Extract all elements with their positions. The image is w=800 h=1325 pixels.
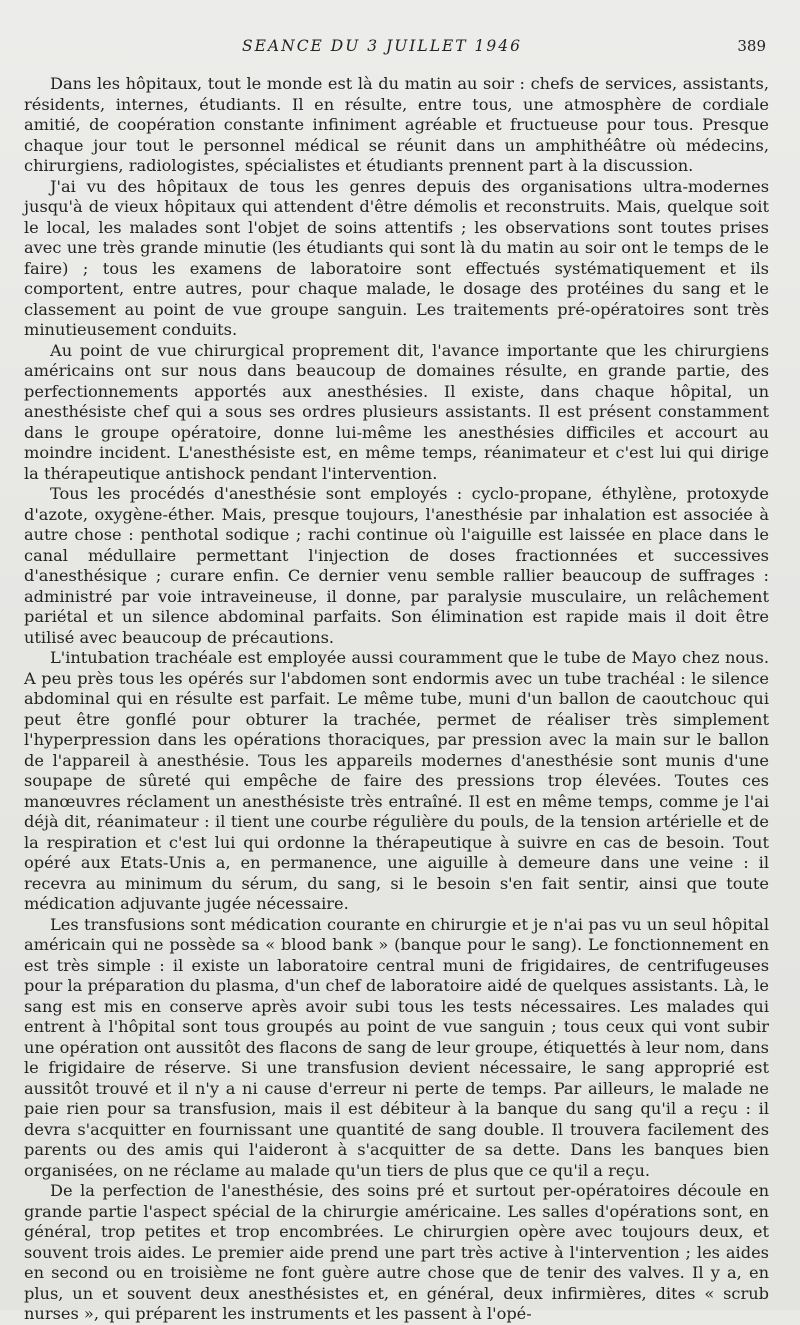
paragraph: Dans les hôpitaux, tout le monde est là du matin au soir : chefs de services, assistants, résidents, internes, étudiants. Il en résulte, entre tous, une atmosphère de cordiale amitié, de coopération constante infiniment agréable et fructueuse pour tous. Presque chaque jour tout le personnel médical se réunit dans un amphithéâtre où médecins, chirurgiens, radiologistes, spécialistes et étudiants prennent part à la discussion. [24, 74, 769, 175]
paragraph: Les transfusions sont médication courante en chirurgie et je n'ai pas vu un seul hôpital américain qui ne possède sa « blood bank » (banque pour le sang). Le fonctionnement en est très simple : il existe un laboratoire central muni de frigidaires, de centrifugeuses pour la préparation du plasma, d'un chef de laboratoire aidé de quelques assistants. Là, le sang est mis en conserve après avoir subi tous les tests nécessaires. Les malades qui entrent à l'hôpital sont tous groupés au point de vue sanguin ; tous ceux qui vont subir une opération ont aussitôt des flacons de sang de leur groupe, étiquettés à leur nom, dans le frigidaire de réserve. Si une transfusion devient nécessaire, le sang approprié est aussitôt trouvé et il n'y a ni cause d'erreur ni perte de temps. Par ailleurs, le malade ne paie rien pour sa transfusion, mais il est débiteur à la banque du sang qu'il a reçu : il devra s'acquitter en fournissant une quantité de sang double. Il trouvera facilement des parents ou des amis qui l'aideront à s'acquitter de sa dette. Dans les banques bien organisées, on ne réclame au malade qu'un tiers de plus que ce qu'il a reçu. [24, 914, 769, 1180]
paragraph: Au point de vue chirurgical proprement dit, l'avance importante que les chirurgiens américains ont sur nous dans beaucoup de domaines résulte, en grande partie, des perfectionnements apportés aux anesthésies. Il existe, dans chaque hôpital, un anesthésiste chef qui a sous ses ordres plusieurs assistants. Il est présent constamment dans le groupe opératoire, donne lui-même les anesthésies difficiles et accourt au moindre incident. L'anesthésiste est, en même temps, réanimateur et c'est lui qui dirige la thérapeutique antishock pendant l'intervention. [24, 340, 769, 483]
body-text [24, 74, 769, 1325]
page-header [52, 37, 770, 59]
paragraph: De la perfection de l'anesthésie, des soins pré et surtout per-opératoires découle en grande partie l'aspect spécial de la chirurgie américaine. Les salles d'opérations sont, en général, trop petites et trop encombrées. Le chirurgien opère avec toujours deux, et souvent trois aides. Le premier aide prend une part très active à l'intervention ; les aides en second ou en troisième ne font guère autre chose que de tenir des valves. Il y a, en plus, un et souvent deux anesthésistes et, en général, deux infirmières, dites « scrub nurses », qui préparent les instruments et les passent à l'opé- [24, 1181, 769, 1323]
paragraph: J'ai vu des hôpitaux de tous les genres depuis des organisations ultra-modernes jusqu'à de vieux hôpitaux qui attendent d'être démolis et reconstruits. Mais, quelque soit le local, les malades sont l'objet de soins attentifs ; les observations sont toutes prises avec une très grande minutie (les étudiants qui sont là du matin au soir ont le temps de le faire) ; tous les examens de laboratoire sont effectués systématiquement et ils comportent, entre autres, pour chaque malade, le dosage des protéines du sang et le classement au point de vue groupe sanguin. Les traitements pré-opératoires sont très minutieusement conduits. [24, 176, 769, 339]
paragraph: L'intubation trachéale est employée aussi couramment que le tube de Mayo chez nous. A peu près tous les opérés sur l'abdomen sont endormis avec un tube trachéal : le silence abdominal qui en résulte est parfait. Le même tube, muni d'un ballon de caoutchouc qui peut être gonflé pour obturer la trachée, permet de réaliser très simplement l'hyperpression dans les opérations thoraciques, par pression avec la main sur le ballon de l'appareil à anesthésie. Tous les appareils modernes d'anesthésie sont munis d'une soupape de sûreté qui empêche de faire des pressions trop élevées. Toutes ces manœuvres réclament un anesthésiste très entraîné. Il est en même temps, comme je l'ai déjà dit, réanimateur : il tient une courbe régulière du pouls, de la tension artérielle et de la respiration et c'est lui qui ordonne la thérapeutique à suivre en cas de besoin. Tout opéré aux Etats-Unis a, en permanence, une aiguille à demeure dans une veine : il recevra au minimum du sérum, du sang, si le besoin s'en fait sentir, ainsi que toute médication adjuvante jugée nécessaire. [24, 648, 769, 913]
page-number: 389 [737, 37, 766, 55]
paragraph: Tous les procédés d'anesthésie sont employés : cyclo-propane, éthylène, protoxyde d'azote, oxygène-éther. Mais, presque toujours, l'anesthésie par inhalation est associée à autre chose : penthotal sodique ; rachi continue où l'aiguille est laissée en place dans le canal médullaire permettant l'injection de doses fractionnées et successives d'anesthésique ; curare enfin. Ce dernier venu semble rallier beaucoup de suffrages : administré par voie intraveineuse, il donne, par paralysie musculaire, un relâchement pariétal et un silence abdominal parfaits. Son élimination est rapide mais il doit être utilisé avec beaucoup de précautions. [24, 484, 769, 647]
running-title: SEANCE DU 3 JUILLET 1946 [242, 37, 523, 55]
